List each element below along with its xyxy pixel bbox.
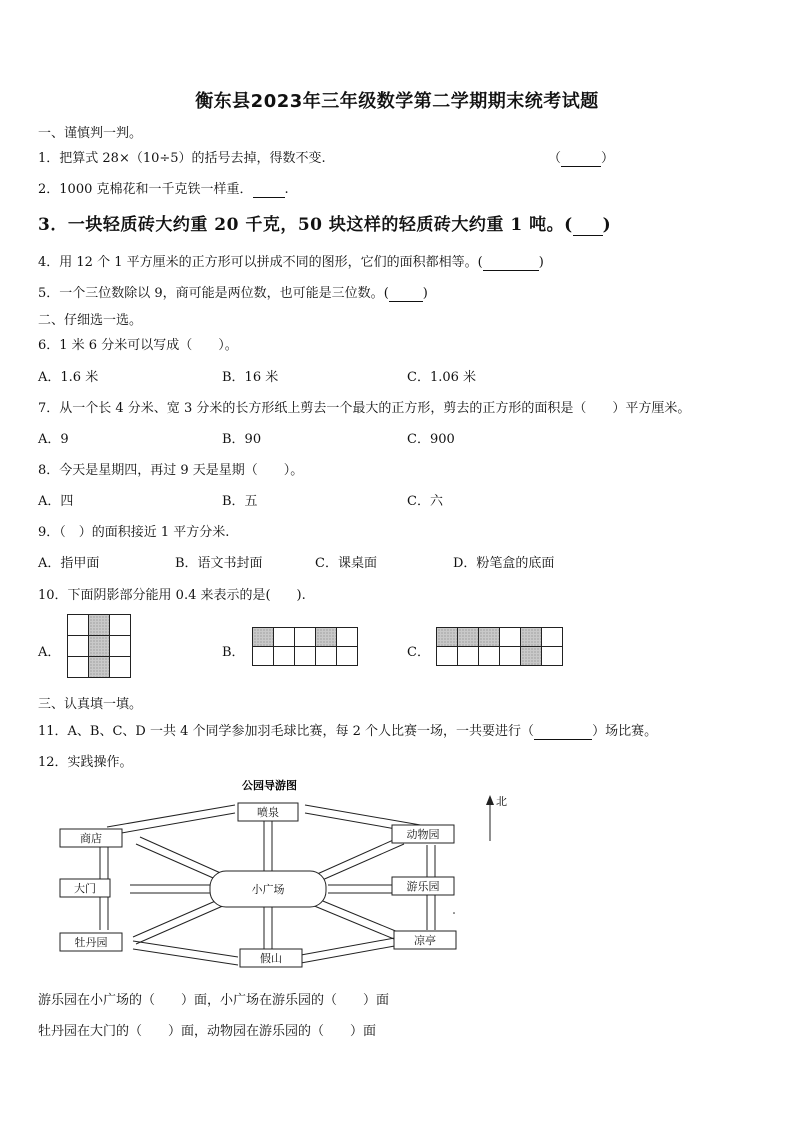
question-1-text: 1．把算式 28×（10÷5）的括号去掉，得数不变. <box>38 151 326 166</box>
question-10: 10．下面阴影部分能用 0.4 来表示的是( ). <box>38 588 306 603</box>
answer-blank[interactable] <box>561 151 601 167</box>
section-1-heading: 一、谨慎判一判。 <box>38 126 143 141</box>
q10-option-b[interactable]: B． <box>222 645 245 660</box>
answer-blank[interactable] <box>483 255 539 271</box>
answer-blank[interactable] <box>389 286 423 302</box>
q6-option-c[interactable]: C．1.06 米 <box>407 370 477 385</box>
answer-blank[interactable] <box>573 215 603 236</box>
place-rockery: 假山 <box>260 952 282 965</box>
q9-option-a[interactable]: A．指甲面 <box>38 556 100 571</box>
question-2-text: 2．1000 克棉花和一千克铁一样重． <box>38 182 253 197</box>
question-1-answer[interactable]: （ ） <box>548 151 615 166</box>
question-5-text: 5．一个三位数除以 9，商可能是两位数，也可能是三位数。 <box>38 286 384 301</box>
q8-option-a[interactable]: A．四 <box>38 494 74 509</box>
north-label: 北 <box>496 795 507 808</box>
question-9: 9．（ ）的面积接近 1 平方分米. <box>38 525 230 540</box>
answer-blank[interactable] <box>253 182 285 198</box>
q8-option-b[interactable]: B．五 <box>222 494 258 509</box>
q10-option-c[interactable]: C． <box>407 645 430 660</box>
question-5: 5．一个三位数除以 9，商可能是两位数，也可能是三位数。( ) <box>38 286 428 301</box>
section-3-heading: 三、认真填一填。 <box>38 697 143 712</box>
question-11-text: 11．A、B、C、D 一共 4 个同学参加羽毛球比赛，每 2 个人比赛一场，一共要进行（ <box>38 724 535 739</box>
q8-option-c[interactable]: C．六 <box>407 494 443 509</box>
place-fountain: 喷泉 <box>257 806 279 819</box>
grid-option-c[interactable] <box>436 627 563 666</box>
grid-option-a[interactable] <box>67 614 131 678</box>
question-7: 7．从一个长 4 分米、宽 3 分米的长方形纸上剪去一个最大的正方形，剪去的正方形的面积是（ ）平方厘米。 <box>38 401 691 416</box>
question-8: 8．今天是星期四，再过 9 天是星期（ ）。 <box>38 463 304 478</box>
fill-line-1: 游乐园在小广场的（ ）面，小广场在游乐园的（ ）面 <box>38 993 390 1008</box>
fill-line-2: 牡丹园在大门的（ ）面，动物园在游乐园的（ ）面 <box>38 1024 377 1039</box>
q6-option-a[interactable]: A．1.6 米 <box>38 370 99 385</box>
q7-option-b[interactable]: B．90 <box>222 432 262 447</box>
place-amusement: 游乐园 <box>406 880 440 893</box>
question-12: 12．实践操作。 <box>38 755 133 770</box>
question-6: 6．1 米 6 分米可以写成（ ）。 <box>38 338 238 353</box>
q7-option-c[interactable]: C．900 <box>407 432 455 447</box>
place-gate: 大门 <box>74 882 96 895</box>
place-shop: 商店 <box>80 832 102 845</box>
q6-option-b[interactable]: B．16 米 <box>222 370 279 385</box>
section-2-heading: 二、仔细选一选。 <box>38 313 143 328</box>
q9-option-b[interactable]: B．语文书封面 <box>175 556 263 571</box>
q7-option-a[interactable]: A．9 <box>38 432 69 447</box>
grid-option-b[interactable] <box>252 627 358 666</box>
q9-option-c[interactable]: C．课桌面 <box>315 556 377 571</box>
q10-option-a[interactable]: A． <box>38 645 61 660</box>
answer-blank[interactable] <box>534 724 592 740</box>
place-pavilion: 凉亭 <box>414 934 436 947</box>
question-1 <box>38 147 326 166</box>
north-arrow-icon <box>486 795 507 841</box>
question-4: 4．用 12 个 1 平方厘米的正方形可以拼成不同的图形，它们的面积都相等。( ) <box>38 255 544 270</box>
question-2: 2．1000 克棉花和一千克铁一样重． . <box>38 182 289 197</box>
q9-option-d[interactable]: D．粉笔盒的底面 <box>453 556 555 571</box>
park-map <box>50 775 530 975</box>
question-11: 11．A、B、C、D 一共 4 个同学参加羽毛球比赛，每 2 个人比赛一场，一共要进行（ ）场比赛。 <box>38 724 658 739</box>
question-3: 3．一块轻质砖大约重 20 千克，50 块这样的轻质砖大约重 1 吨。( ) <box>38 215 612 235</box>
place-zoo: 动物园 <box>406 828 440 841</box>
question-3-text: 3．一块轻质砖大约重 20 千克，50 块这样的轻质砖大约重 1 吨。 <box>38 215 565 235</box>
place-peony: 牡丹园 <box>74 936 108 949</box>
place-plaza: 小广场 <box>251 883 285 896</box>
map-title: 公园导游图 <box>242 779 297 792</box>
question-4-text: 4．用 12 个 1 平方厘米的正方形可以拼成不同的图形，它们的面积都相等。 <box>38 255 478 270</box>
page-title: 衡东县2023年三年级数学第二学期期末统考试题 <box>195 91 599 112</box>
